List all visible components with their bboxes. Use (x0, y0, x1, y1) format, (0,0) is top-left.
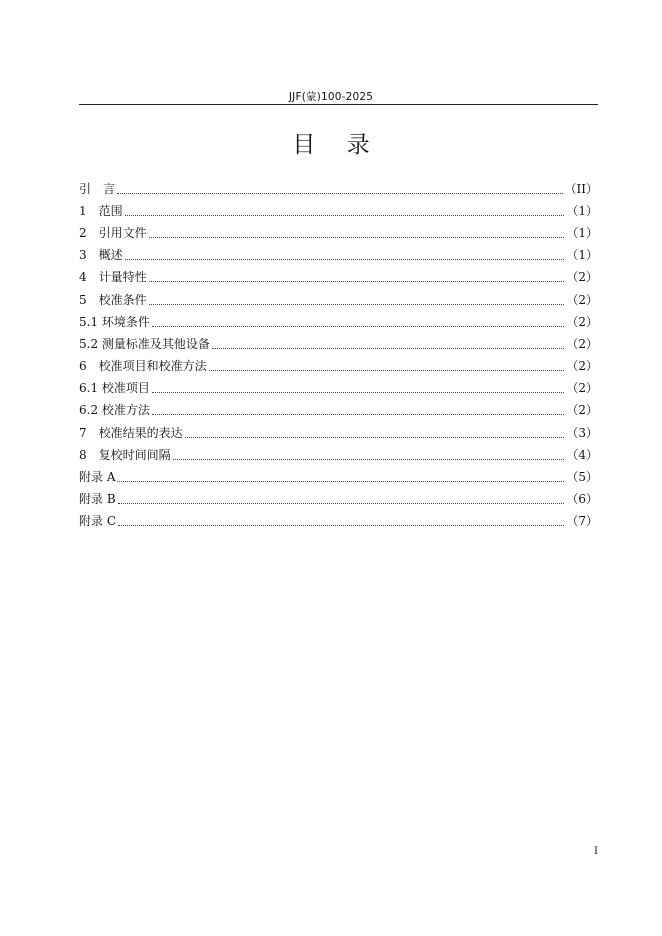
toc-entry-page: （2） (566, 270, 598, 285)
toc-dot-leader (212, 348, 564, 349)
toc-dot-leader (152, 414, 564, 415)
toc-entry-5-2-standards-and-equipment[interactable] (79, 332, 598, 354)
toc-entry-label: 2 引用文件 (79, 225, 147, 240)
toc-entry-5-1-environment[interactable] (79, 310, 598, 332)
toc-entry-page: （1） (566, 203, 598, 218)
toc-entry-appendix-c[interactable] (79, 510, 598, 532)
toc-entry-label: 6.1 校准项目 (79, 381, 150, 396)
toc-entry-label: 7 校准结果的表达 (79, 425, 183, 440)
toc-entry-label: 3 概述 (79, 248, 123, 263)
toc-entry-4-metrological-characteristics[interactable] (79, 266, 598, 288)
toc-entry-label: 6 校准项目和校准方法 (79, 359, 207, 374)
toc-dot-leader (118, 525, 564, 526)
toc-entry-page: （7） (566, 514, 598, 529)
toc-entry-2-references[interactable] (79, 221, 598, 243)
standard-code-header: JJF(蒙)100-2025 (288, 91, 374, 103)
toc-entry-label: 6.2 校准方法 (79, 403, 150, 418)
toc-dot-leader (125, 215, 565, 216)
toc-dot-leader (118, 503, 565, 504)
toc-dot-leader (152, 326, 564, 327)
toc-entry-6-2-calibration-methods[interactable] (79, 399, 598, 421)
toc-entry-label: 5.1 环境条件 (79, 314, 150, 329)
toc-dot-leader (149, 237, 565, 238)
toc-dot-leader (117, 193, 563, 194)
toc-dot-leader (149, 304, 565, 305)
page-number: I (594, 846, 598, 857)
toc-entry-label: 8 复校时间间隔 (79, 447, 171, 462)
toc-entry-label: 附录 B (79, 492, 116, 507)
toc-entry-page: （2） (566, 381, 598, 396)
toc-entry-7-results-expression[interactable] (79, 421, 598, 443)
toc-entry-page: （3） (566, 425, 598, 440)
toc-entry-label: 4 计量特性 (79, 270, 147, 285)
toc-entry-label: 引 言 (79, 181, 116, 196)
toc-entry-label: 5.2 测量标准及其他设备 (79, 336, 210, 351)
toc-dot-leader (125, 259, 565, 260)
toc-dot-leader (152, 392, 564, 393)
toc-entry-page: （2） (566, 314, 598, 329)
toc-entry-6-items-and-methods[interactable] (79, 355, 598, 377)
toc-entry-page: （2） (566, 403, 598, 418)
toc-entry-page: （6） (566, 492, 598, 507)
toc-dot-leader (185, 437, 565, 438)
toc-entry-3-overview[interactable] (79, 244, 598, 266)
toc-entry-1-scope[interactable] (79, 199, 598, 221)
toc-entry-page: （2） (566, 292, 598, 307)
toc-entry-page: （4） (566, 447, 598, 462)
toc-entry-label: 5 校准条件 (79, 292, 147, 307)
table-of-contents (79, 177, 598, 532)
toc-entry-page: （1） (566, 225, 598, 240)
toc-entry-appendix-b[interactable] (79, 488, 598, 510)
toc-entry-label: 附录 A (79, 470, 116, 485)
page-title: 目 录 (292, 132, 382, 158)
toc-dot-leader (173, 459, 565, 460)
toc-entry-page: （2） (566, 359, 598, 374)
toc-entry-appendix-a[interactable] (79, 465, 598, 487)
toc-dot-leader (209, 370, 565, 371)
toc-entry-page: （2） (566, 336, 598, 351)
toc-entry-6-1-calibration-items[interactable] (79, 377, 598, 399)
toc-dot-leader (149, 281, 565, 282)
toc-entry-5-calibration-conditions[interactable] (79, 288, 598, 310)
toc-entry-page: （5） (566, 470, 598, 485)
toc-entry-foreword[interactable] (79, 177, 598, 199)
toc-entry-label: 1 范围 (79, 203, 123, 218)
toc-dot-leader (117, 481, 564, 482)
header-rule (79, 104, 598, 105)
toc-entry-page: （II） (564, 181, 598, 196)
toc-entry-label: 附录 C (79, 514, 116, 529)
toc-entry-8-recalibration-interval[interactable] (79, 443, 598, 465)
toc-entry-page: （1） (566, 248, 598, 263)
